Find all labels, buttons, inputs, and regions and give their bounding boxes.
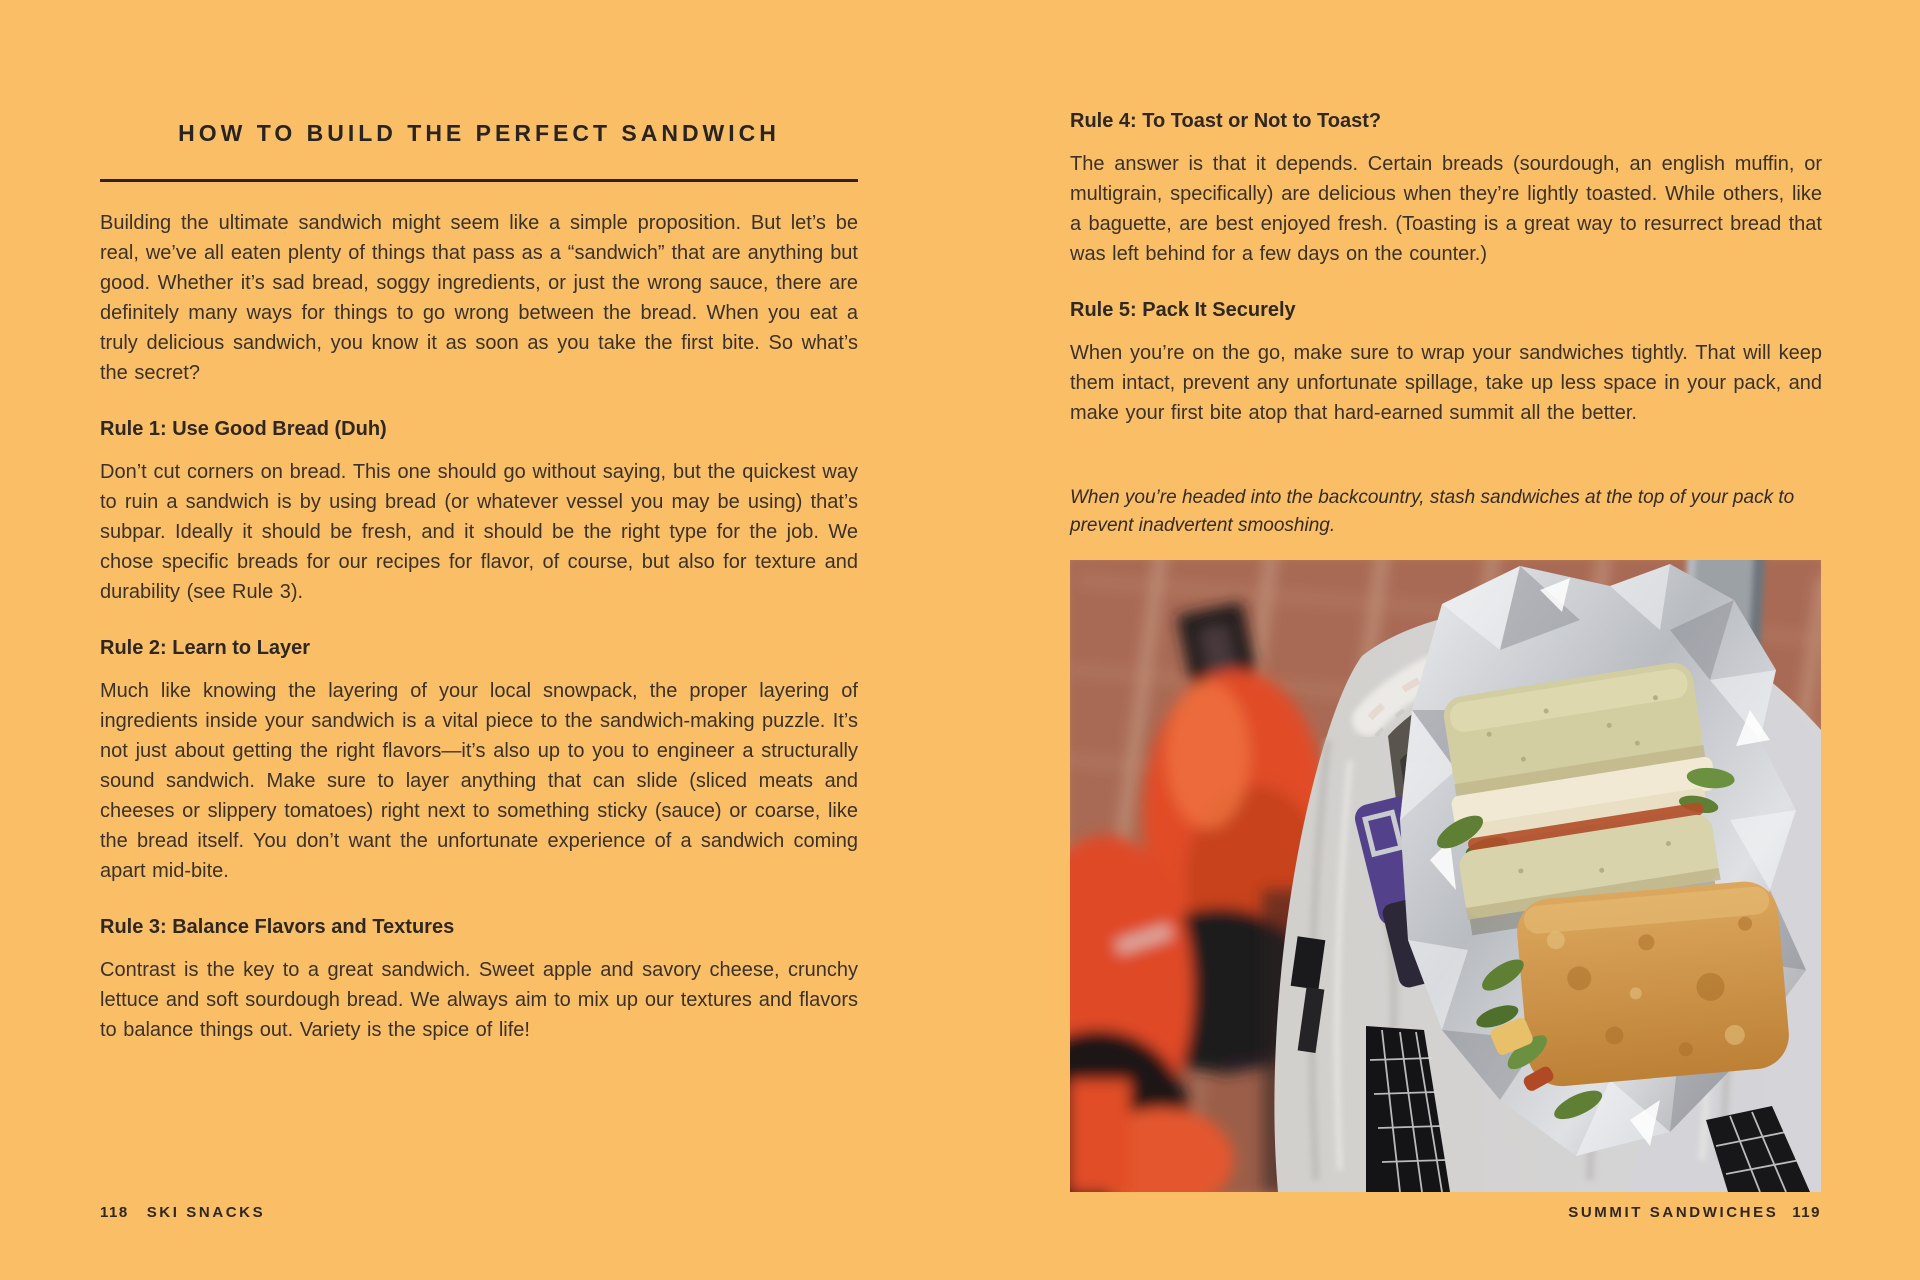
rule-4-body: The answer is that it depends. Certain breads (sourdough, an english muffin, or multigrain, specifically) are delicious when they’re lightly toasted. While others, like a baguette, are best enjoyed fresh. (Toasting is a great way to resurrect bread that was left behind for a few days on the counter.) [1070,153,1822,265]
title-divider [100,179,858,182]
footer-right [1568,1204,1821,1221]
rule-5-body: When you’re on the go, make sure to wrap your sandwiches tightly. That will keep them intact, prevent any unfortunate spillage, take up less space in your pack, and make your first bite atop that hard-earned summit all the better. [1070,342,1822,424]
book-title-footer: SKI SNACKS [146,1204,266,1221]
rule-5-heading: Rule 5: Pack It Securely [1070,299,1296,321]
right-page-column [1070,110,1822,1192]
left-page-column [100,120,858,1045]
rule-4-heading: Rule 4: To Toast or Not to Toast? [1070,110,1382,132]
intro-paragraph: Building the ultimate sandwich might seem like a simple proposition. But let’s be real, we’ve all eaten plenty of things that pass as a “sandwich” that are anything but good. Whether it’s sad bread, soggy ingredients, or just the wrong sauce, there are definitely many ways for things to go wrong between the bread. When you eat a truly delicious sandwich, you know it as soon as you take the first bite. So what’s the secret? [100,212,858,384]
rule-3-body: Contrast is the key to a great sandwich. Sweet apple and savory cheese, crunchy lettuce and soft sourdough bread. We always aim to mix up our textures and flavors to balance things out. Variety is the spice of life! [100,959,858,1041]
page-number-left: 118 [100,1204,129,1221]
rule-3-heading: Rule 3: Balance Flavors and Textures [100,916,455,938]
footer-left [100,1204,265,1221]
page-number-right: 119 [1792,1204,1821,1221]
rule-1-heading: Rule 1: Use Good Bread (Duh) [100,418,387,440]
page-title: HOW TO BUILD THE PERFECT SANDWICH [178,120,780,146]
sandwich-backpack-photo [1070,560,1821,1192]
rule-2-body: Much like knowing the layering of your local snowpack, the proper layering of ingredients inside your sandwich is a vital piece to the sandwich-making puzzle. It’s not just about getting the right flavors—it’s also up to you to engineer a structurally sound sandwich. Make sure to layer anything that can slide (sliced meats and cheeses or slippery tomatoes) right next to something sticky (sauce) or coarse, like the bread itself. You don’t want the unfortunate experience of a sandwich coming apart mid-bite. [100,680,858,882]
photo-caption: When you’re headed into the backcountry, stash sandwiches at the top of your pack to prevent inadvertent smooshing. [1070,487,1795,536]
chapter-title-footer: SUMMIT SANDWICHES [1568,1204,1779,1221]
rule-1-body: Don’t cut corners on bread. This one should go without saying, but the quickest way to ruin a sandwich is by using bread (or whatever vessel you may be using) that’s subpar. Ideally it should be fresh, and it should be the right type for the job. We chose specific breads for our recipes for flavor, of course, but also for texture and durability (see Rule 3). [100,461,858,603]
rule-2-heading: Rule 2: Learn to Layer [100,637,311,659]
